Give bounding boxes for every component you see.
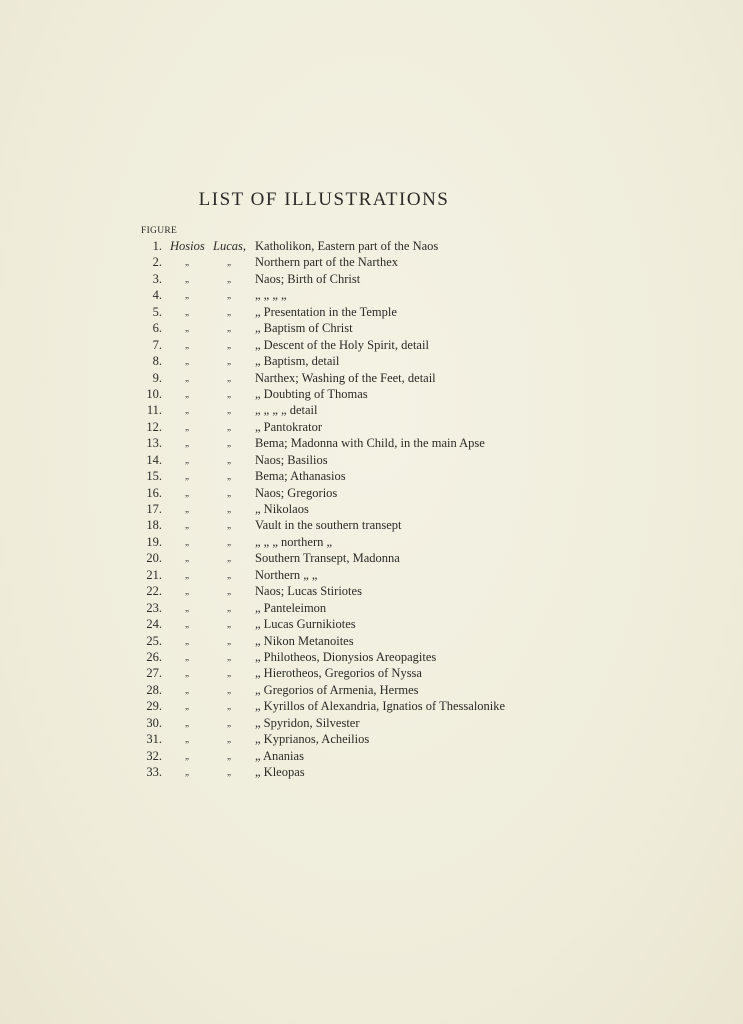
ditto-mark: „	[227, 520, 231, 531]
figure-description: „ Gregorios of Armenia, Hermes	[255, 682, 419, 697]
figure-number: 21.	[146, 567, 162, 582]
ditto-mark: „	[227, 454, 231, 465]
ditto-mark: „	[227, 619, 231, 630]
list-item	[0, 665, 743, 681]
ditto-mark: „	[227, 273, 231, 284]
ditto-mark: „	[185, 717, 189, 728]
figure-description: „ Nikon Metanoites	[255, 633, 354, 648]
figure-number: 28.	[146, 682, 162, 697]
figure-number: 29.	[146, 699, 162, 714]
figure-description: Naos; Lucas Stiriotes	[255, 584, 362, 599]
list-item	[0, 698, 743, 714]
figure-number: 11.	[146, 403, 162, 418]
illustrations-list	[0, 238, 743, 780]
ditto-mark: „	[185, 651, 189, 662]
ditto-mark: „	[185, 438, 189, 449]
figure-description: Bema; Athanasios	[255, 469, 346, 484]
list-item	[0, 254, 743, 270]
ditto-mark: „	[227, 767, 231, 777]
figure-number: 14.	[146, 452, 162, 467]
ditto-mark: „	[185, 273, 189, 284]
ditto-mark: „	[185, 471, 189, 482]
ditto-mark: „	[185, 421, 189, 432]
figure-number: 2.	[152, 255, 162, 270]
ditto-mark: „	[227, 257, 231, 268]
ditto-mark: „	[227, 372, 231, 383]
ditto-mark: „	[227, 290, 231, 301]
figure-number: 33.	[146, 765, 162, 779]
list-item	[0, 517, 743, 533]
list-item	[0, 353, 743, 369]
figure-description: „ Nikolaos	[255, 502, 309, 516]
figure-number: 3.	[152, 271, 162, 286]
list-item	[0, 287, 743, 303]
ditto-mark: „	[185, 602, 189, 613]
figure-description: Vault in the southern transept	[255, 518, 402, 533]
ditto-mark: „	[185, 339, 189, 350]
figure-description: „ Lucas Gurnikiotes	[255, 617, 356, 632]
figure-number: 32.	[146, 748, 162, 763]
list-item	[0, 748, 743, 764]
ditto-mark: „	[185, 553, 189, 564]
figure-description: Narthex; Washing of the Feet, detail	[255, 370, 436, 385]
ditto-mark: „	[185, 306, 189, 317]
ditto-mark: „	[227, 569, 231, 580]
list-item	[0, 370, 743, 386]
ditto-mark: „	[185, 504, 189, 514]
ditto-mark: „	[227, 750, 231, 761]
ditto-mark: „	[185, 520, 189, 531]
ditto-mark: „	[185, 290, 189, 301]
figure-description: „ Doubting of Thomas	[255, 386, 368, 401]
list-item	[0, 534, 743, 550]
figure-number: 8.	[152, 354, 162, 369]
figure-description: „ Presentation in the Temple	[255, 304, 397, 319]
ditto-mark: „	[185, 569, 189, 580]
ditto-mark: „	[185, 487, 189, 498]
figure-number: 26.	[146, 649, 162, 664]
ditto-mark: „	[185, 372, 189, 383]
list-item	[0, 271, 743, 287]
list-item	[0, 649, 743, 665]
ditto-mark: „	[227, 734, 231, 745]
list-item	[0, 764, 743, 780]
ditto-mark: „	[185, 701, 189, 712]
ditto-mark: „	[227, 504, 231, 514]
figure-number: 1.	[152, 239, 162, 253]
figure-number: 18.	[146, 518, 162, 533]
ditto-mark: „	[185, 356, 189, 367]
ditto-mark: „	[227, 635, 231, 646]
figure-number: 5.	[152, 304, 162, 319]
ditto-mark: „	[227, 339, 231, 350]
list-item	[0, 304, 743, 320]
figure-description: „ Kyrillos of Alexandria, Ignatios of Thessalonike	[255, 699, 506, 714]
figure-description: Naos; Basilios	[255, 452, 328, 467]
figure-description: „ „ „ „	[255, 288, 287, 303]
ditto-mark: „	[227, 586, 231, 597]
ditto-mark: „	[227, 536, 231, 547]
figure-description: „ Descent of the Holy Spirit, detail	[255, 337, 429, 352]
list-rows	[0, 254, 743, 780]
list-item	[0, 682, 743, 698]
list-item	[0, 550, 743, 566]
figure-number: 10.	[146, 386, 162, 401]
ditto-mark: „	[185, 405, 189, 416]
list-item	[0, 715, 743, 731]
list-item	[0, 320, 743, 336]
figure-description: „ Kyprianos, Acheilios	[255, 732, 370, 747]
list-item	[0, 337, 743, 353]
figure-description: Katholikon, Eastern part of the Naos	[255, 239, 439, 253]
list-item	[0, 600, 743, 616]
ditto-mark: „	[227, 668, 231, 679]
ditto-mark: „	[227, 651, 231, 662]
ditto-mark: „	[185, 684, 189, 695]
location-name: Hosios	[170, 239, 205, 253]
ditto-mark: „	[227, 405, 231, 416]
figure-description: „ Kleopas	[255, 765, 305, 779]
figure-number: 31.	[146, 732, 162, 747]
figure-number: 9.	[152, 370, 162, 385]
figure-description: „ „ „ northern „	[255, 534, 333, 549]
list-item	[0, 616, 743, 632]
figure-number: 30.	[146, 715, 162, 730]
figure-description: „ Hierotheos, Gregorios of Nyssa	[255, 666, 422, 681]
ditto-mark: „	[227, 438, 231, 449]
ditto-mark: „	[185, 635, 189, 646]
figure-description: Bema; Madonna with Child, in the main Apse	[255, 436, 485, 451]
figure-description: „ Panteleimon	[255, 600, 327, 615]
figure-number: 15.	[146, 469, 162, 484]
list-item	[0, 386, 743, 402]
figure-description: „ „ „ „ detail	[255, 403, 318, 418]
ditto-mark: „	[227, 684, 231, 695]
list-item	[0, 402, 743, 418]
ditto-mark: „	[227, 323, 231, 334]
ditto-mark: „	[227, 553, 231, 564]
ditto-mark: „	[227, 306, 231, 317]
location-name-2: Lucas,	[213, 239, 246, 253]
figure-description: „ Baptism of Christ	[255, 321, 353, 336]
figure-number: 7.	[152, 337, 162, 352]
figure-number: 12.	[146, 419, 162, 434]
list-item	[0, 468, 743, 484]
figure-number: 22.	[146, 584, 162, 599]
figure-description: „ Spyridon, Silvester	[255, 715, 360, 730]
list-item	[0, 435, 743, 451]
figure-description: Northern „ „	[255, 567, 318, 582]
figure-number: 23.	[146, 600, 162, 615]
list-item	[0, 583, 743, 599]
page-title: LIST OF ILLUSTRATIONS	[198, 189, 450, 210]
list-item	[0, 567, 743, 583]
ditto-mark: „	[185, 536, 189, 547]
ditto-mark: „	[227, 717, 231, 728]
figure-description: Southern Transept, Madonna	[255, 551, 400, 566]
ditto-mark: „	[227, 388, 231, 399]
ditto-mark: „	[185, 668, 189, 679]
ditto-mark: „	[227, 487, 231, 498]
figure-description: Naos; Birth of Christ	[255, 271, 361, 286]
ditto-mark: „	[185, 388, 189, 399]
figure-number: 16.	[146, 485, 162, 500]
figure-description: „ Ananias	[255, 748, 304, 763]
ditto-mark: „	[185, 767, 189, 777]
list-item	[0, 452, 743, 468]
figure-column-label: FIGURE	[141, 226, 178, 236]
figure-description: „ Philotheos, Dionysios Areopagites	[255, 649, 437, 664]
ditto-mark: „	[227, 471, 231, 482]
list-item	[0, 419, 743, 435]
list-item	[0, 633, 743, 649]
figure-number: 4.	[152, 288, 162, 303]
ditto-mark: „	[185, 257, 189, 268]
list-item	[0, 485, 743, 501]
list-item	[0, 501, 743, 517]
figure-number: 24.	[146, 617, 162, 632]
figure-number: 13.	[146, 436, 162, 451]
figure-description: Naos; Gregorios	[255, 485, 338, 500]
figure-number: 6.	[152, 321, 162, 336]
figure-number: 20.	[146, 551, 162, 566]
figure-number: 17.	[146, 502, 162, 516]
figure-number: 19.	[146, 534, 162, 549]
ditto-mark: „	[185, 586, 189, 597]
figure-description: Northern part of the Narthex	[255, 255, 398, 270]
figure-description: „ Baptism, detail	[255, 354, 340, 369]
ditto-mark: „	[227, 356, 231, 367]
ditto-mark: „	[227, 602, 231, 613]
figure-number: 27.	[146, 666, 162, 681]
ditto-mark: „	[185, 454, 189, 465]
ditto-mark: „	[185, 323, 189, 334]
ditto-mark: „	[185, 734, 189, 745]
figure-description: „ Pantokrator	[255, 419, 322, 434]
figure-number: 25.	[146, 633, 162, 648]
ditto-mark: „	[227, 701, 231, 712]
ditto-mark: „	[227, 421, 231, 432]
list-item	[0, 731, 743, 747]
ditto-mark: „	[185, 750, 189, 761]
list-row-header	[0, 238, 743, 254]
ditto-mark: „	[185, 619, 189, 630]
